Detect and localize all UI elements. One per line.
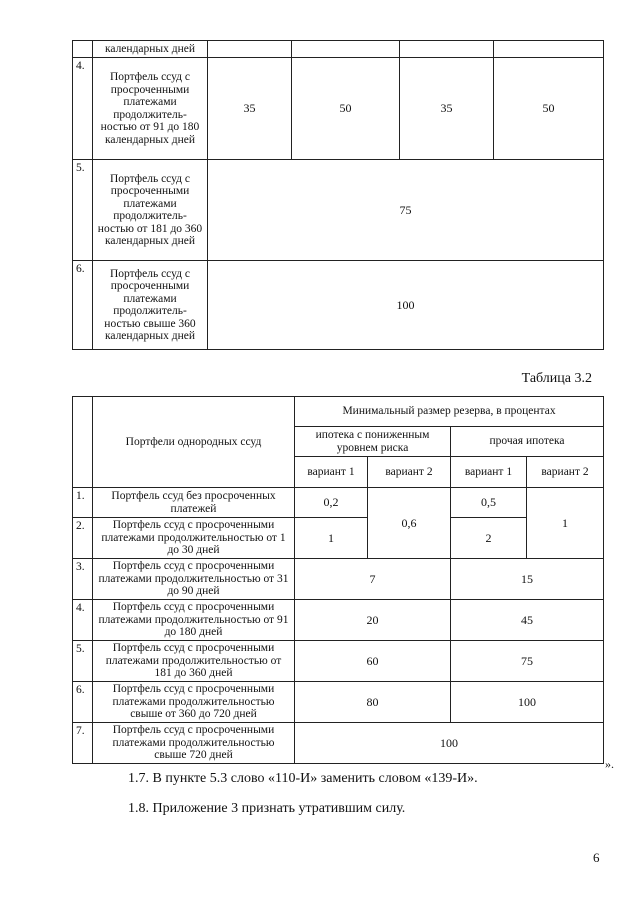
cell-value-merged: 100 xyxy=(208,261,604,350)
cell-value: 1 xyxy=(295,518,368,559)
row-number: 5. xyxy=(73,160,93,261)
row-number: 4. xyxy=(73,58,93,160)
table-caption: Таблица 3.2 xyxy=(521,371,592,386)
cell-value: 60 xyxy=(295,641,451,682)
table-row xyxy=(73,600,604,641)
cell-value: 35 xyxy=(208,58,292,160)
cell-value: 35 xyxy=(400,58,494,160)
row-label: Портфель ссуд с просроченными платежами продолжительностью от 31 до 90 дней xyxy=(93,559,295,600)
row-label: Портфель ссуд с просроченными платежами продолжительностью от 181 до 360 дней xyxy=(93,641,295,682)
row-number: 4. xyxy=(73,600,93,641)
header-min-reserve: Минимальный размер резерва, в процентах xyxy=(295,397,604,427)
cell-value: 15 xyxy=(451,559,604,600)
header-empty xyxy=(73,397,93,488)
row-number: 2. xyxy=(73,518,93,559)
cell-value xyxy=(208,41,292,58)
cell-value: 2 xyxy=(451,518,527,559)
header-variant-2: вариант 2 xyxy=(527,457,604,488)
page-number: 6 xyxy=(593,850,600,865)
row-label: Портфель ссуд с просроченными платежами продолжительностью свыше от 360 до 720 дней xyxy=(93,682,295,723)
row-number: 3. xyxy=(73,559,93,600)
row-label: Портфель ссуд с просроченными платежами продолжитель-ностью от 91 до 180 календарных дней xyxy=(93,58,208,160)
table-row xyxy=(73,58,604,160)
cell-value-merged: 0,6 xyxy=(368,488,451,559)
table-row xyxy=(73,559,604,600)
row-number: 1. xyxy=(73,488,93,518)
header-other-mortgage: прочая ипотека xyxy=(451,427,604,457)
table-row xyxy=(73,160,604,261)
cell-value: 80 xyxy=(295,682,451,723)
cell-value: 100 xyxy=(451,682,604,723)
row-number: 6. xyxy=(73,682,93,723)
cell-value: 75 xyxy=(451,641,604,682)
row-number: 7. xyxy=(73,723,93,764)
table-row xyxy=(73,41,604,58)
table-row xyxy=(73,723,604,764)
paragraph-1-8: 1.8. Приложение 3 признать утратившим силу. xyxy=(128,801,406,816)
row-label: Портфель ссуд с просроченными платежами продолжительностью от 1 до 30 дней xyxy=(93,518,295,559)
closing-quote: ». xyxy=(605,757,614,771)
table-row xyxy=(73,518,604,559)
cell-value: 50 xyxy=(292,58,400,160)
cell-value xyxy=(292,41,400,58)
cell-value-merged: 75 xyxy=(208,160,604,261)
table-row xyxy=(73,641,604,682)
cell-value xyxy=(494,41,604,58)
row-label: Портфель ссуд с просроченными платежами продолжитель-ностью свыше 360 календарных дней xyxy=(93,261,208,350)
cell-value xyxy=(400,41,494,58)
reserve-table-3-2 xyxy=(72,396,604,764)
row-label: Портфель ссуд с просроченными платежами продолжительностью свыше 720 дней xyxy=(93,723,295,764)
row-label: Портфель ссуд с просроченными платежами продолжитель-ностью от 181 до 360 календарных дней xyxy=(93,160,208,261)
table-header-row xyxy=(73,397,604,427)
row-label: Портфель ссуд без просроченных платежей xyxy=(93,488,295,518)
cell-value: 0,2 xyxy=(295,488,368,518)
cell-value: 45 xyxy=(451,600,604,641)
paragraph-1-7: 1.7. В пункте 5.3 слово «110-И» заменить словом «139-И». xyxy=(128,771,478,786)
cell-value: 0,5 xyxy=(451,488,527,518)
cell-value-merged: 1 xyxy=(527,488,604,559)
header-mortgage-low-risk: ипотека с пониженным уровнем риска xyxy=(295,427,451,457)
header-portfolios: Портфели однородных ссуд xyxy=(93,397,295,488)
header-variant-1: вариант 1 xyxy=(451,457,527,488)
table-row xyxy=(73,261,604,350)
row-number xyxy=(73,41,93,58)
cell-value: 20 xyxy=(295,600,451,641)
header-variant-2: вариант 2 xyxy=(368,457,451,488)
row-label: Портфель ссуд с просроченными платежами продолжительностью от 91 до 180 дней xyxy=(93,600,295,641)
cell-value: 7 xyxy=(295,559,451,600)
row-number: 6. xyxy=(73,261,93,350)
row-label: календарных дней xyxy=(93,41,208,58)
reserve-table-continuation xyxy=(72,40,604,350)
cell-value: 50 xyxy=(494,58,604,160)
row-number: 5. xyxy=(73,641,93,682)
cell-value-merged: 100 xyxy=(295,723,604,764)
table-row xyxy=(73,682,604,723)
table-row xyxy=(73,488,604,518)
header-variant-1: вариант 1 xyxy=(295,457,368,488)
